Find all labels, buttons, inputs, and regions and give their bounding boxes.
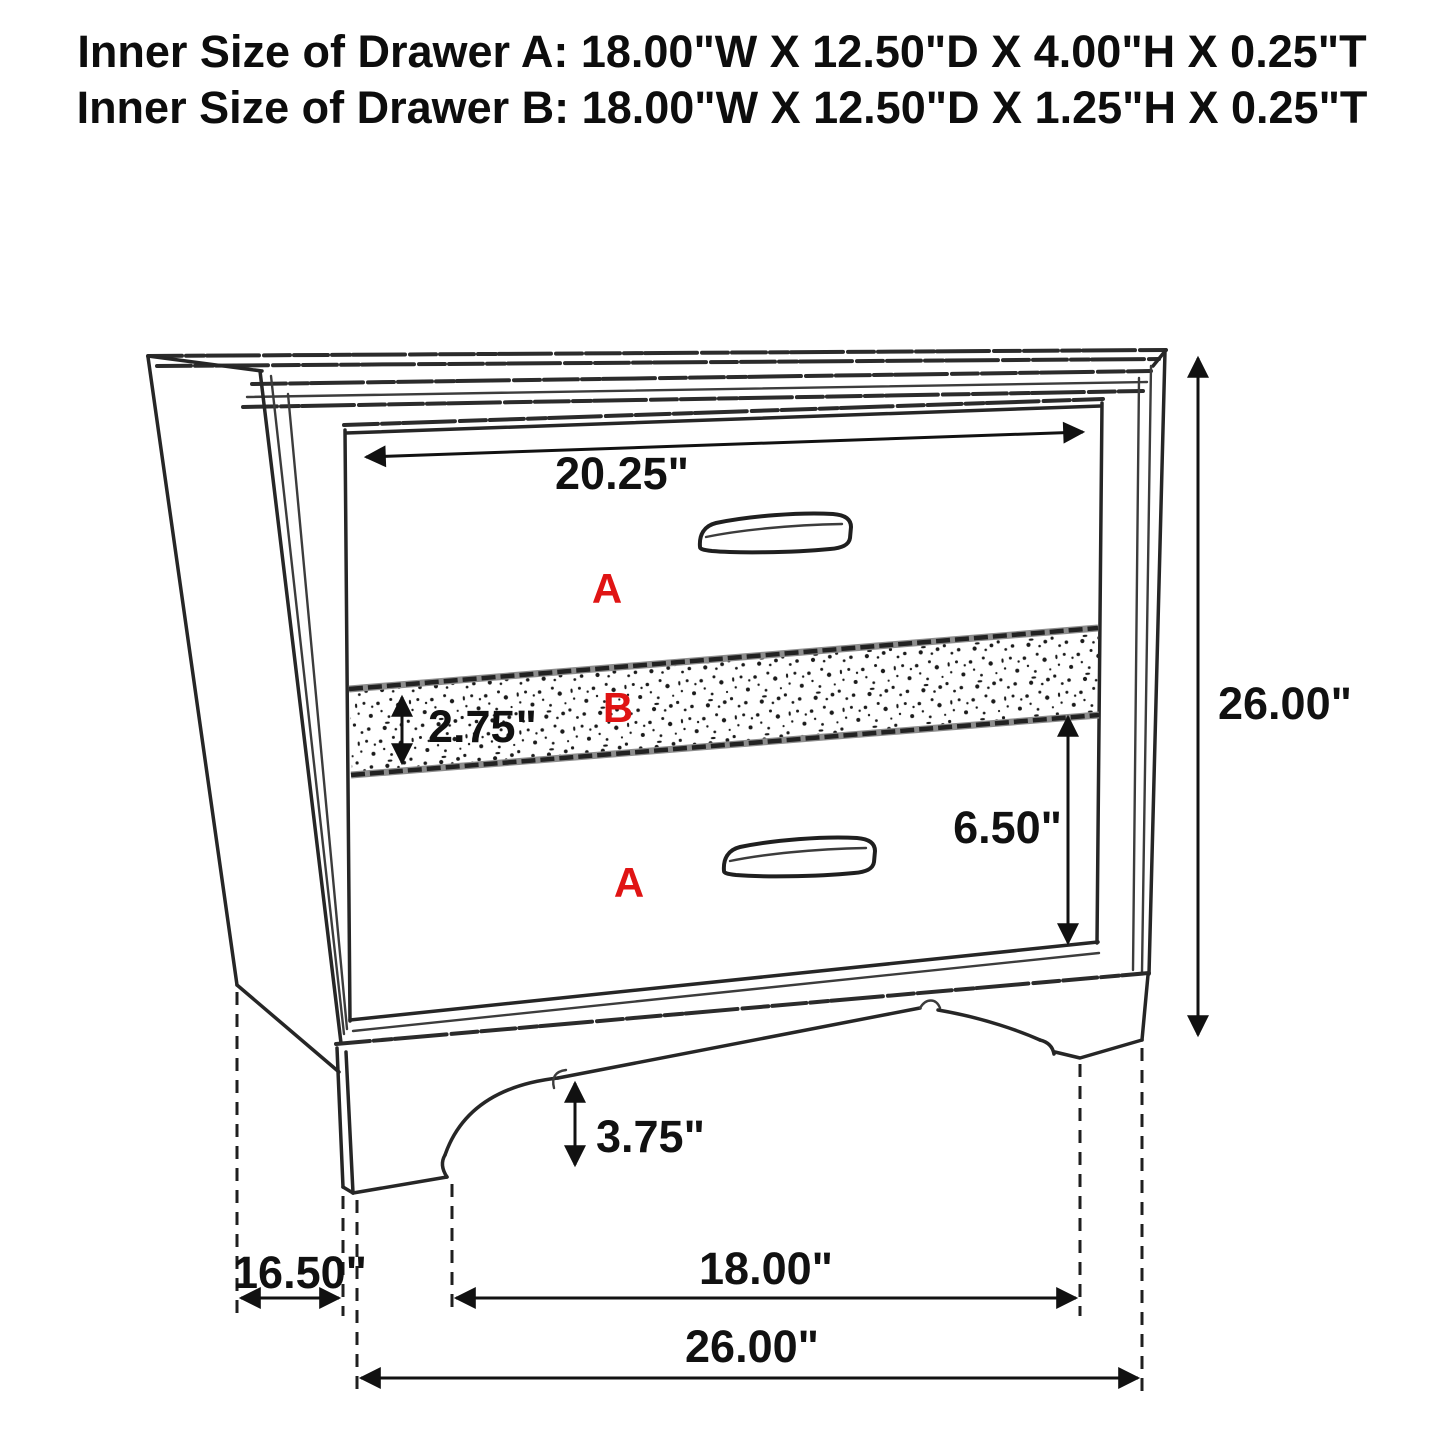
base-rails — [336, 942, 1149, 1078]
right-bracket-foot — [920, 975, 1148, 1058]
bottom-drawer-handle — [724, 837, 875, 876]
dim-between-legs-label: 18.00" — [699, 1243, 833, 1294]
dim-foot-height-label: 3.75" — [596, 1111, 705, 1162]
dim-overall-width — [361, 1321, 1138, 1378]
top-drawer-handle — [700, 513, 851, 552]
dim-foot-height — [575, 1083, 705, 1165]
dim-opening-width-label: 20.25" — [555, 448, 689, 499]
dim-bottom-drawer-height-label: 6.50" — [953, 802, 1062, 853]
dim-depth — [233, 1247, 367, 1298]
hidden-drawer-label: B — [602, 684, 634, 731]
dim-depth-label: 16.50" — [233, 1247, 367, 1298]
header — [77, 26, 1368, 133]
dim-overall-height-label: 26.00" — [1218, 678, 1352, 729]
top-surface — [148, 350, 1166, 433]
frame-left-stile — [260, 371, 350, 1043]
dim-opening-width — [366, 432, 1083, 499]
dim-overall-width-label: 26.00" — [685, 1321, 819, 1372]
top-drawer-label: A — [591, 565, 623, 612]
header-line-1: Inner Size of Drawer A: 18.00"W X 12.50"D X 4.00"H X 0.25"T — [77, 26, 1367, 77]
dim-between-legs — [456, 1243, 1076, 1298]
dim-hidden-drawer-height-label: 2.75" — [428, 701, 537, 752]
header-line-2: Inner Size of Drawer B: 18.00"W X 12.50"D X 1.25"H X 0.25"T — [76, 82, 1368, 133]
left-bracket-foot — [337, 1048, 566, 1193]
dim-bottom-drawer-height — [953, 717, 1068, 943]
dim-overall-height — [1198, 358, 1352, 1035]
left-side-panel — [148, 357, 339, 1072]
frame-right-stile — [1097, 351, 1165, 974]
bottom-drawer-label: A — [613, 859, 645, 906]
